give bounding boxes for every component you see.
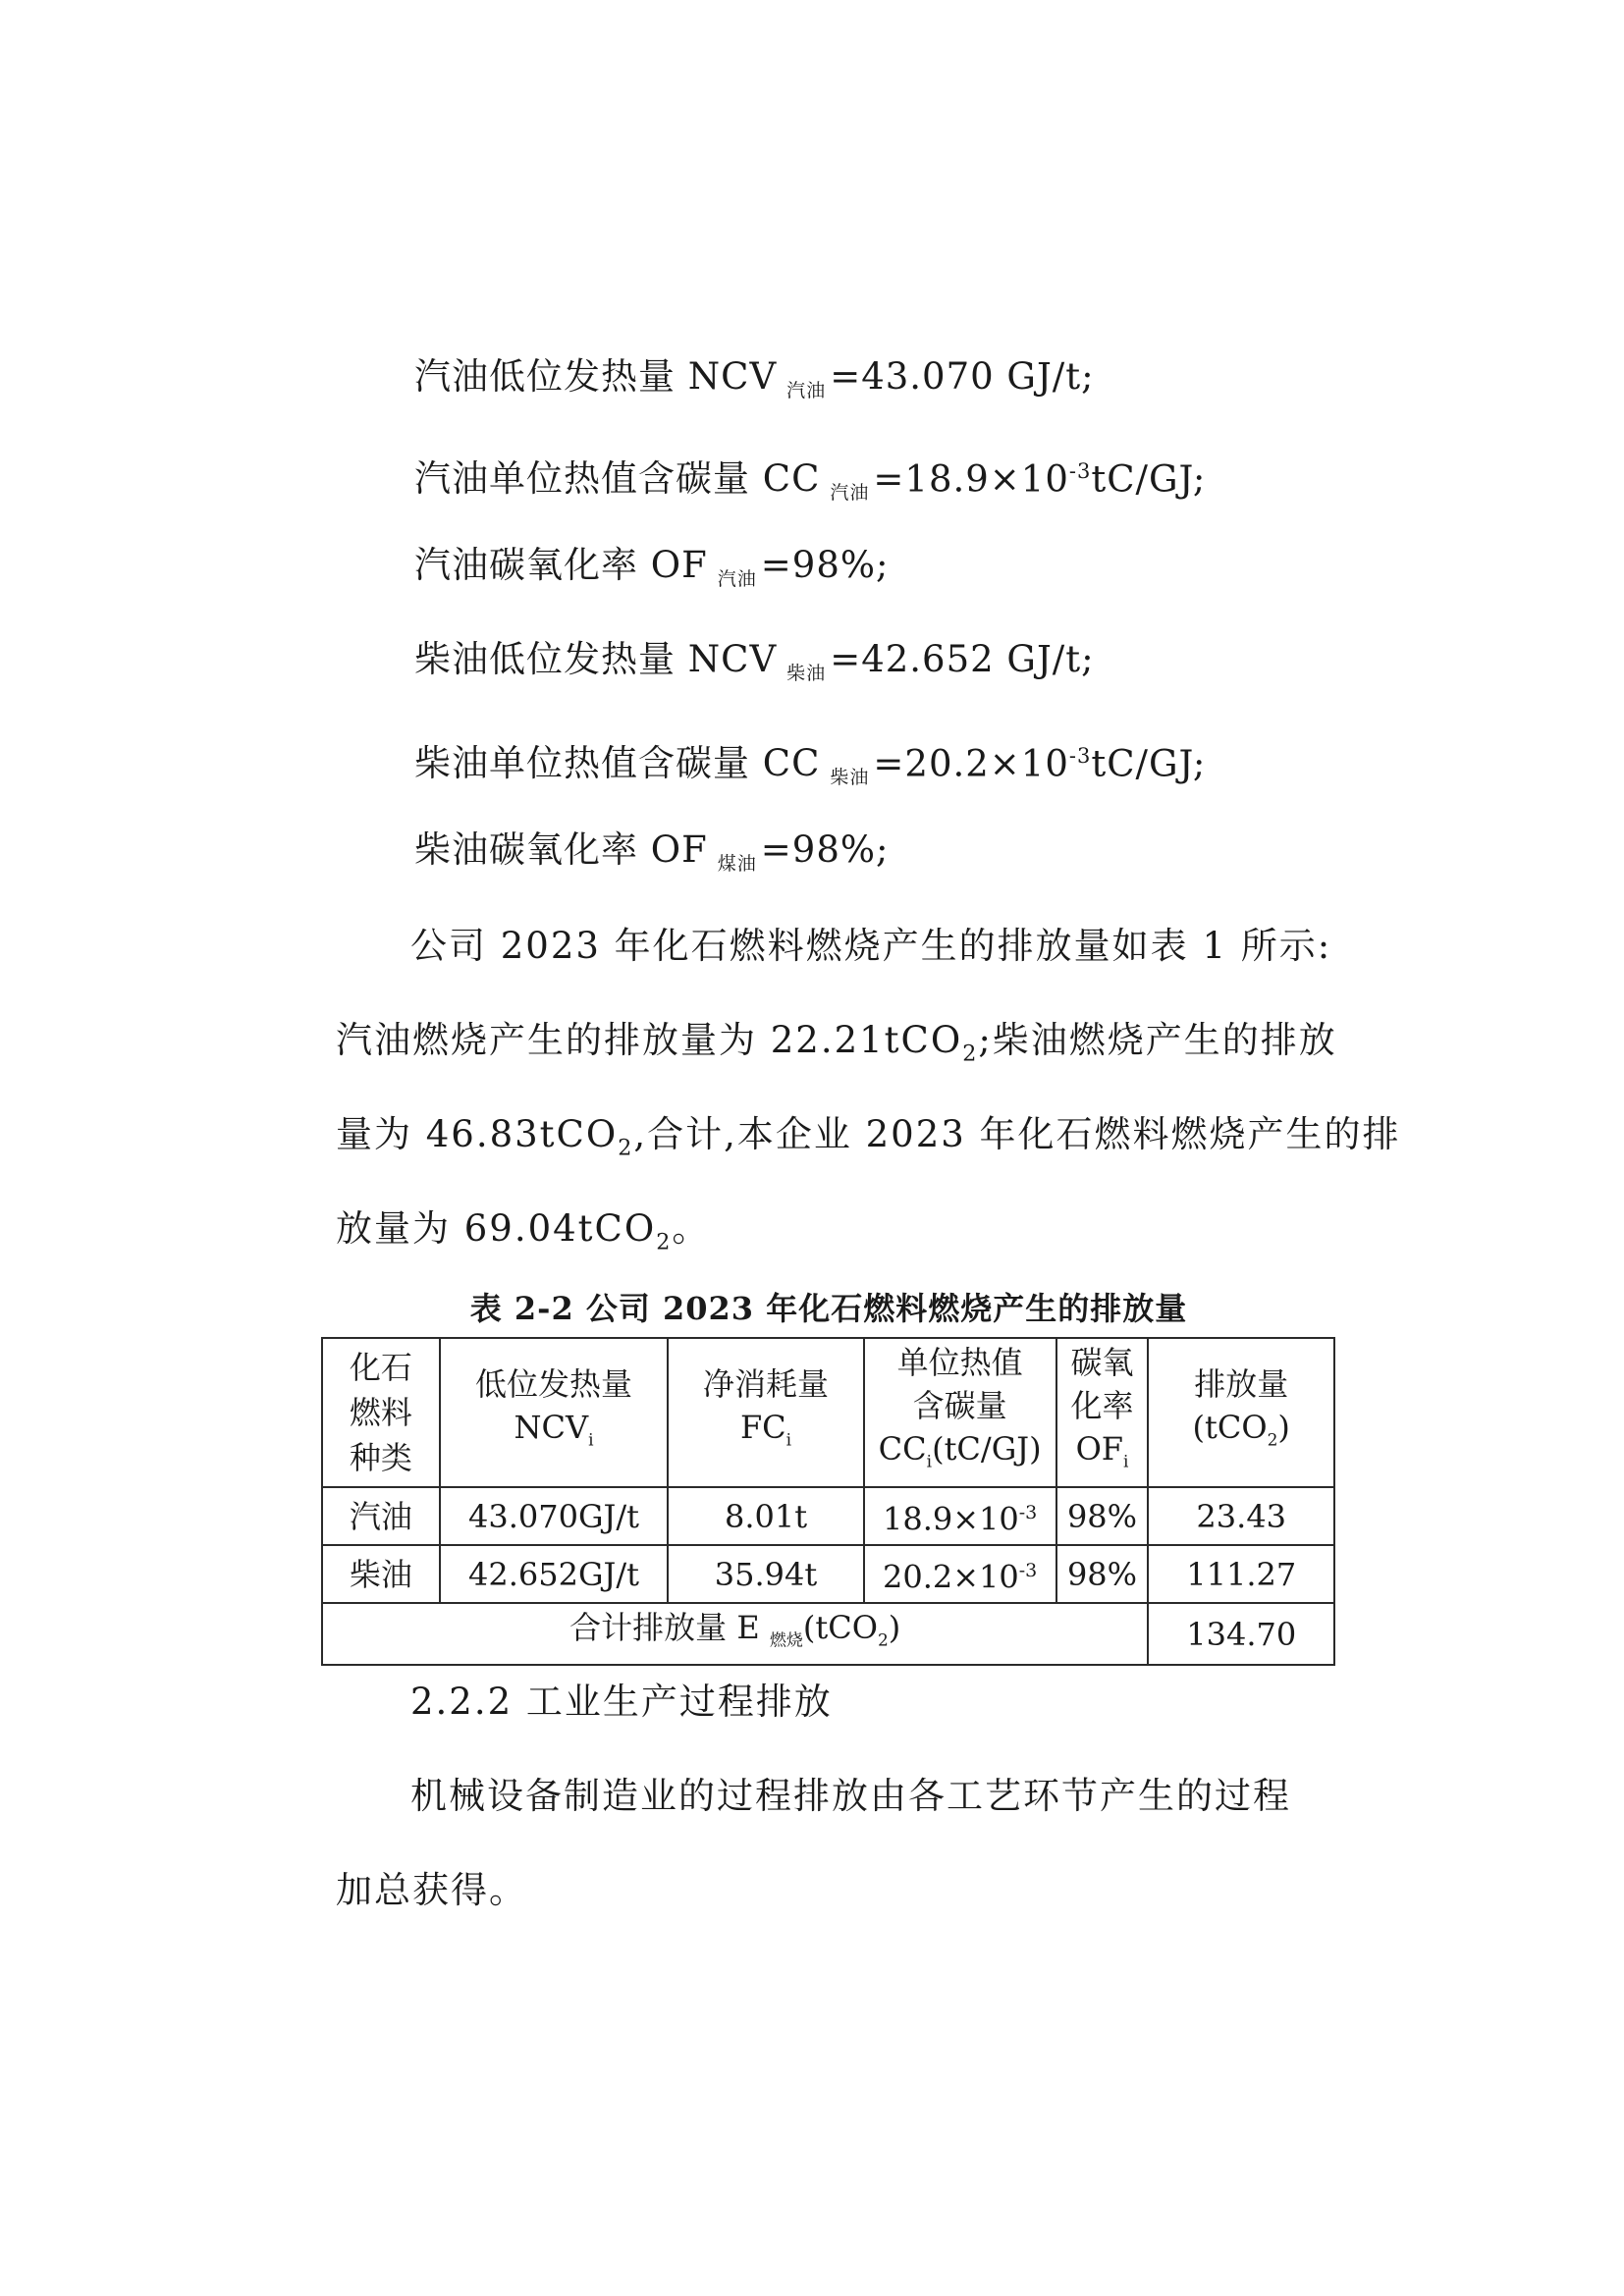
table-row — [322, 1545, 1334, 1603]
text-span: ,合计,本企业 2023 年化石燃料燃烧产生的排 — [633, 1113, 1401, 1155]
section-body-line-1: 机械设备制造业的过程排放由各工艺环节产生的过程 — [410, 1775, 1291, 1817]
param-value: =98%; — [760, 544, 890, 586]
param-label: 柴油单位热值含碳量 CC — [414, 742, 821, 785]
cell-total-value: 134.70 — [1148, 1603, 1334, 1665]
header-fuel-type: 化石燃料种类 — [322, 1338, 440, 1487]
param-gasoline-ncv — [414, 353, 1095, 406]
cell-fc: 8.01t — [668, 1487, 863, 1545]
header-fc — [668, 1338, 863, 1487]
co2-subscript: 2 — [962, 1041, 979, 1067]
cell-cc: $18.9\times 10^{-3}$ — [864, 1487, 1056, 1545]
co2-subscript: 2 — [618, 1135, 634, 1161]
param-exponent: -3 — [1068, 459, 1092, 483]
param-subscript: 汽油 — [830, 482, 870, 505]
header-of-label-2: 化率 — [1070, 1387, 1134, 1425]
table-row — [322, 1487, 1334, 1545]
param-unit: tC/GJ; — [1091, 457, 1207, 501]
text-span: 汽油燃烧产生的排放量为 22.21tCO — [336, 1019, 963, 1061]
param-diesel-ncv — [414, 636, 1095, 689]
param-subscript: 汽油 — [717, 568, 757, 590]
table-total-row — [322, 1603, 1334, 1665]
param-subscript: 柴油 — [786, 663, 827, 684]
param-unit: tC/GJ; — [1091, 742, 1207, 785]
text-span: 放量为 69.04tCO — [336, 1207, 657, 1250]
param-value: =98%; — [760, 828, 890, 871]
header-emission-unit: (tCO$_2$) — [1192, 1409, 1290, 1451]
param-gasoline-of — [414, 542, 890, 595]
emissions-table — [321, 1337, 1335, 1666]
header-ncv-symbol: $NCV_i$ — [514, 1409, 594, 1451]
header-emission-label: 排放量 — [1194, 1365, 1289, 1404]
header-cc-label-2: 含碳量 — [912, 1387, 1007, 1425]
param-value: =18.9×10 — [873, 457, 1069, 501]
cell-total-label: 合计排放量 E $_{燃烧}$(tCO$_2$) — [322, 1603, 1148, 1665]
param-value: =43.070 GJ/t; — [830, 355, 1095, 398]
header-cc-label-1: 单位热值 — [896, 1344, 1023, 1382]
header-cc — [864, 1338, 1056, 1487]
param-label: 汽油碳氧化率 OF — [414, 544, 708, 586]
paragraph-line-4 — [336, 1205, 1318, 1265]
cell-emission: 23.43 — [1148, 1487, 1334, 1545]
text-span: 。 — [672, 1207, 711, 1250]
param-label: 柴油碳氧化率 OF — [414, 828, 708, 871]
cell-of: 98% — [1056, 1545, 1149, 1603]
header-of-symbol: $OF_i$ — [1075, 1430, 1129, 1472]
cell-ncv: 42.652GJ/t — [440, 1545, 669, 1603]
header-ncv — [440, 1338, 669, 1487]
param-label: 汽油低位发热量 NCV — [414, 355, 778, 398]
param-value: =42.652 GJ/t; — [830, 638, 1095, 680]
co2-subscript: 2 — [656, 1229, 673, 1255]
table-caption: 表 2-2 公司 2023 年化石燃料燃烧产生的排放量 — [469, 1290, 1188, 1327]
table-header-row — [322, 1338, 1334, 1487]
param-diesel-of — [414, 827, 890, 880]
header-ncv-label: 低位发热量 — [475, 1365, 633, 1404]
param-subscript: 汽油 — [786, 380, 827, 401]
header-emission — [1148, 1338, 1334, 1487]
param-exponent: -3 — [1068, 744, 1092, 768]
paragraph-line-3 — [336, 1111, 1401, 1171]
cell-emission: 111.27 — [1148, 1545, 1334, 1603]
param-label: 汽油单位热值含碳量 CC — [414, 457, 821, 501]
cell-ncv: 43.070GJ/t — [440, 1487, 669, 1545]
section-body-line-2: 加总获得。 — [336, 1869, 527, 1911]
paragraph-line-1: 公司 2023 年化石燃料燃烧产生的排放量如表 1 所示: — [410, 925, 1332, 967]
param-subscript: 柴油 — [830, 767, 870, 789]
param-subscript: 煤油 — [717, 853, 757, 875]
cell-fuel: 汽油 — [322, 1487, 440, 1545]
cell-cc: $20.2\times 10^{-3}$ — [864, 1545, 1056, 1603]
cell-fc: 35.94t — [668, 1545, 863, 1603]
text-span: ;柴油燃烧产生的排放 — [978, 1019, 1337, 1061]
param-diesel-cc — [414, 732, 1206, 793]
cell-of: 98% — [1056, 1487, 1149, 1545]
header-cc-symbol: $CC_i(tC/GJ)$ — [878, 1430, 1042, 1472]
param-value: =20.2×10 — [873, 742, 1069, 785]
header-of-label-1: 碳氧 — [1070, 1344, 1134, 1382]
cell-fuel: 柴油 — [322, 1545, 440, 1603]
header-fc-label: 净消耗量 — [703, 1365, 830, 1404]
param-gasoline-cc — [414, 448, 1206, 508]
text-span: 量为 46.83tCO — [336, 1113, 619, 1155]
header-fc-symbol: $FC_i$ — [739, 1409, 792, 1451]
param-label: 柴油低位发热量 NCV — [414, 638, 778, 680]
header-of — [1056, 1338, 1149, 1487]
paragraph-line-2 — [336, 1017, 1337, 1077]
section-heading: 2.2.2 工业生产过程排放 — [410, 1681, 833, 1723]
